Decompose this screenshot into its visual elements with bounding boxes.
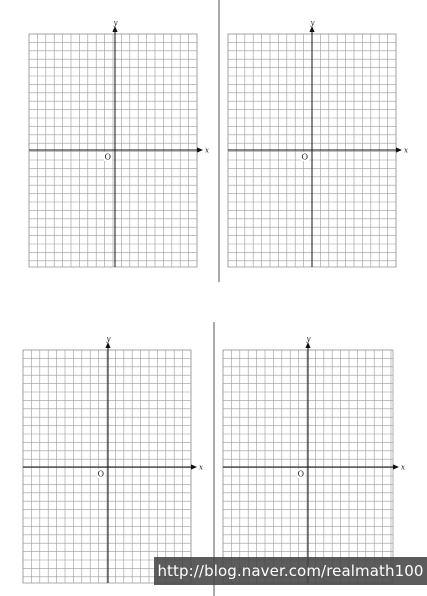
y-axis-label: y [306,335,311,343]
y-axis-label: y [113,19,118,27]
x-axis-label: x [199,463,203,472]
x-axis-arrow-icon [197,147,203,152]
coordinate-grid-top-right [228,19,408,267]
origin-label: O [97,469,105,479]
origin-label: O [104,152,112,162]
y-axis-label: y [106,335,111,343]
y-axis-label: y [310,19,315,27]
x-axis-label: x [401,463,405,472]
coordinate-grid-top-left [29,19,209,267]
watermark-url: http://blog.naver.com/realmath100 [154,557,427,585]
x-axis-arrow-icon [393,464,399,469]
x-axis-label: x [404,146,408,155]
x-axis-arrow-icon [191,464,197,469]
coordinate-grid-bottom-right [223,335,405,583]
origin-label: O [297,469,305,479]
x-axis-arrow-icon [396,147,402,152]
coordinate-grid-bottom-left [23,335,203,583]
x-axis-label: x [205,146,209,155]
origin-label: O [301,152,309,162]
